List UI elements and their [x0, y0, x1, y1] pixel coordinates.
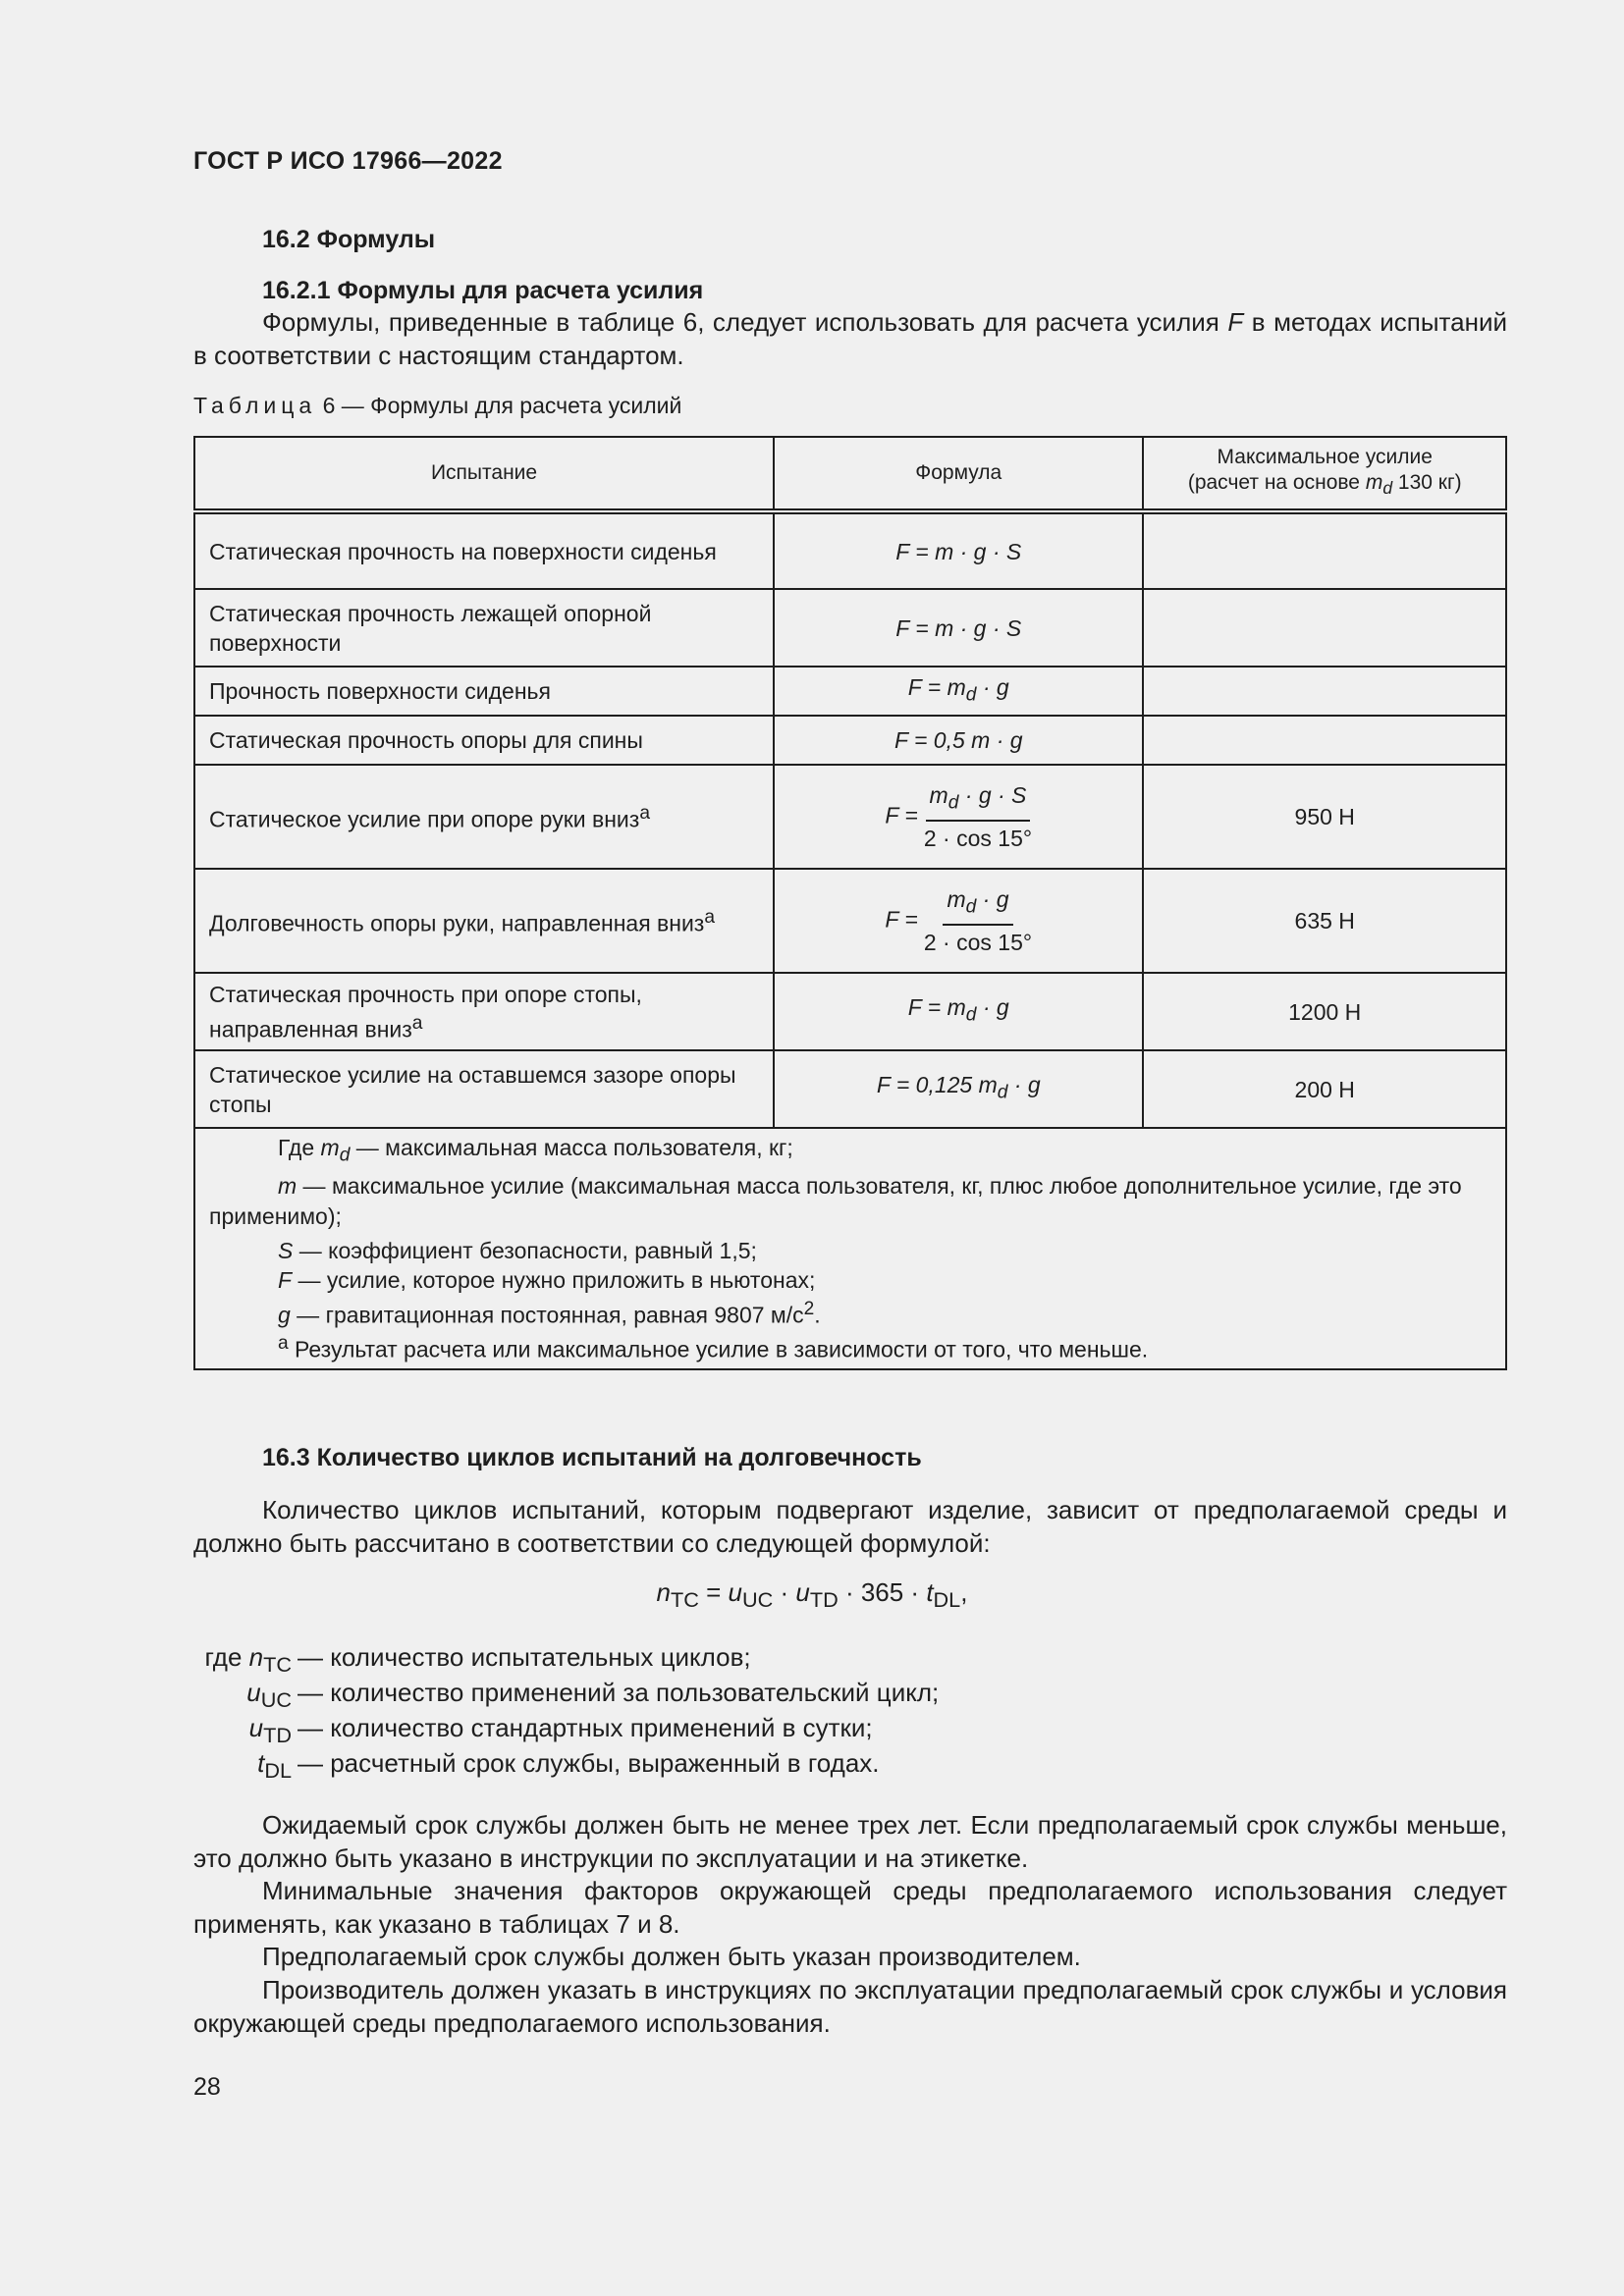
cell-max	[1143, 716, 1506, 765]
definition-uuc: $u_{UC}$ — количество применений за пользовательский цикл;	[246, 1678, 940, 1713]
note-m: m — максимальное усилие (максимальная масса пользователя, кг, плюс любое дополнительное усилие, где это применимо);	[209, 1172, 1462, 1229]
note-md: Где $m_d$ — максимальная масса пользователя, кг;	[278, 1135, 793, 1166]
cell-formula: F = 0,125 $m_d \cdot g$	[774, 1050, 1143, 1128]
cell-test: Прочность поверхности сиденья	[194, 667, 774, 716]
cell-formula: $F = m_d \cdot g$	[774, 667, 1143, 716]
definition-tdl: $t_{DL}$ — расчетный срок службы, выраженный в годах.	[257, 1748, 880, 1784]
paragraph-environment: Минимальные значения факторов окружающей среды предполагаемого использования следует применять, как указано в таблицах 7 и 8.	[193, 1876, 1507, 1939]
cell-test: Статическое усилие при опоре руки вниз$^a$	[194, 765, 774, 869]
cell-formula: F = m · g · S	[774, 589, 1143, 667]
cell-test: Статическое усилие на оставшемся зазоре опоры стопы	[194, 1050, 774, 1128]
cell-max: 1200 Н	[1143, 973, 1506, 1050]
table-row	[194, 1050, 1506, 1128]
table-row	[194, 511, 1506, 589]
table-row	[194, 869, 1506, 973]
cell-formula: F = 0,5 m · g	[774, 716, 1143, 765]
table-row	[194, 667, 1506, 716]
fraction: $\frac{m_d \cdot g \cdot S}{2 \cdot \cos 15^\circ}$	[923, 781, 1033, 852]
cell-formula: F = m · g · S	[774, 511, 1143, 589]
definition-utd: $u_{TD}$ — количество стандартных применений в сутки;	[248, 1713, 873, 1748]
cell-max: 200 Н	[1143, 1050, 1506, 1128]
note-f: F — усилие, которое нужно приложить в ньютонах;	[278, 1266, 816, 1293]
paragraph-instructions: Производитель должен указать в инструкциях по эксплуатации предполагаемый срок службы и условия окружающей среды предполагаемого использования.	[193, 1975, 1507, 2038]
cell-formula: $F = m_d \cdot g$	[774, 973, 1143, 1050]
table-row	[194, 765, 1506, 869]
section-title-16-2-1: 16.2.1 Формулы для расчета усилия	[262, 277, 704, 304]
cell-test: Статическая прочность лежащей опорной поверхности	[194, 589, 774, 667]
cell-test: Статическая прочность на поверхности сиденья	[194, 511, 774, 589]
table-notes	[194, 1128, 1506, 1369]
header-test: Испытание	[194, 437, 774, 511]
cell-max	[1143, 589, 1506, 667]
cell-test: Статическая прочность при опоре стопы, направленная вниз$^a$	[194, 973, 774, 1050]
table-row	[194, 973, 1506, 1050]
table-row	[194, 589, 1506, 667]
header-max-force: Максимальное усилие (расчет на основе $m_d$ 130 кг)	[1143, 437, 1506, 511]
note-g: g — гравитационная постоянная, равная 9807 $м/с^2$.	[278, 1298, 821, 1328]
page-number: 28	[193, 2073, 221, 2101]
table-header-row	[194, 437, 1506, 511]
cycles-formula: $n_{TC} = u_{UC} \cdot u_{TD} \cdot 365 \cdot t_{DL}$,	[656, 1577, 968, 1613]
document-header: ГОСТ Р ИСО 17966—2022	[193, 147, 503, 175]
cell-max	[1143, 667, 1506, 716]
paragraph-cycles-intro: Количество циклов испытаний, которым подвергают изделие, зависит от предполагаемой среды и должно быть рассчитано в соответствии со следующей формулой:	[193, 1495, 1507, 1558]
section-title-16-3: 16.3 Количество циклов испытаний на долговечность	[262, 1444, 922, 1471]
cell-test: Долговечность опоры руки, направленная вниз$^a$	[194, 869, 774, 973]
section-title-16-2: 16.2 Формулы	[262, 226, 436, 253]
fraction: $\frac{m_d \cdot g}{2 \cdot \cos 15^\circ}$	[923, 885, 1033, 956]
paragraph-service-life: Ожидаемый срок службы должен быть не менее трех лет. Если предполагаемый срок службы меньше, это должно быть указано в инструкции по эксплуатации и на этикетке.	[193, 1810, 1507, 1873]
note-s: S — коэффициент безопасности, равный 1,5;	[278, 1237, 757, 1263]
header-formula: Формула	[774, 437, 1143, 511]
paragraph-16-2-1: Формулы, приведенные в таблице 6, следует использовать для расчета усилия F в методах испытаний в соответствии с настоящим стандартом.	[193, 307, 1507, 370]
cell-formula: F = $\frac{m_d \cdot g}{2 \cdot \cos 15^\circ}$	[774, 869, 1143, 973]
cell-max: 950 Н	[1143, 765, 1506, 869]
table-notes-row	[194, 1128, 1506, 1369]
note-footnote-a: $^a$ Результат расчета или максимальное усилие в зависимости от того, что меньше.	[278, 1333, 1149, 1362]
paragraph-manufacturer-life: Предполагаемый срок службы должен быть указан производителем.	[262, 1942, 1081, 1971]
cell-formula: F = $\frac{m_d \cdot g \cdot S}{2 \cdot \cos 15^\circ}$	[774, 765, 1143, 869]
definition-ntc: где $n_{TC}$ — количество испытательных циклов;	[204, 1642, 751, 1678]
cell-max: 635 Н	[1143, 869, 1506, 973]
cell-test: Статическая прочность опоры для спины	[194, 716, 774, 765]
cell-max	[1143, 511, 1506, 589]
table-caption: Таблица 6 — Формулы для расчета усилий	[193, 393, 682, 418]
table-row	[194, 716, 1506, 765]
formulas-table	[193, 436, 1507, 1370]
